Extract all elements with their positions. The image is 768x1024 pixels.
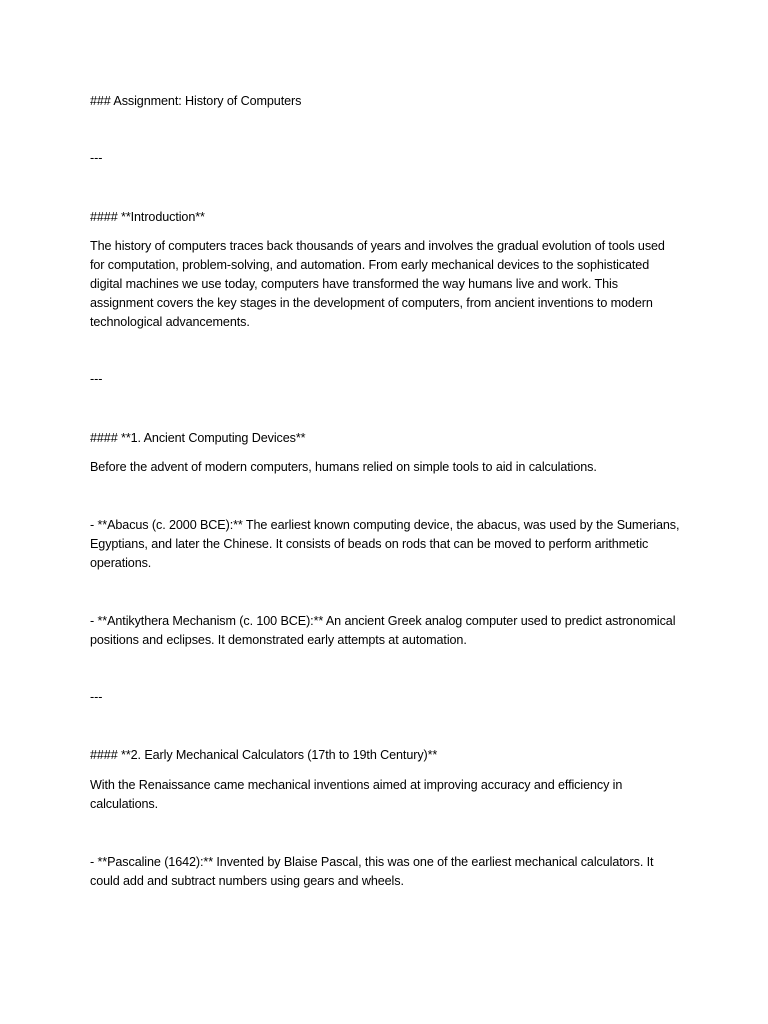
section-heading-mechanical-calculators: #### **2. Early Mechanical Calculators (17th to 19th Century)** — [90, 748, 438, 762]
list-item-abacus: - **Abacus (c. 2000 BCE):** The earliest known computing device, the abacus, was used by the Sumerians, Egyptians, and later the Chinese. It consists of beads on rods that can be moved to perform arithmetic operations. — [90, 518, 680, 570]
ancient-devices-intro: Before the advent of modern computers, humans relied on simple tools to aid in calculations. — [90, 460, 597, 474]
section-heading-ancient-devices: #### **1. Ancient Computing Devices** — [90, 431, 306, 445]
separator: --- — [90, 372, 103, 386]
list-item-antikythera: - **Antikythera Mechanism (c. 100 BCE):** An ancient Greek analog computer used to predict astronomical positions and eclipses. It demonstrated early attempts at automation. — [90, 614, 676, 647]
separator: --- — [90, 690, 103, 704]
section-heading-introduction: #### **Introduction** — [90, 210, 205, 224]
introduction-paragraph: The history of computers traces back thousands of years and involves the gradual evolution of tools used for computation, problem-solving, and automation. From early mechanical devices to the sophisticated digital machines we use today, computers have transformed the way humans live and work. This assignment covers the key stages in the development of computers, from ancient inventions to modern technological advancements. — [90, 239, 665, 329]
list-item-pascaline: - **Pascaline (1642):** Invented by Blaise Pascal, this was one of the earliest mechanical calculators. It could add and subtract numbers using gears and wheels. — [90, 855, 654, 888]
separator: --- — [90, 151, 103, 165]
document-title: ### Assignment: History of Computers — [90, 94, 302, 108]
mechanical-calculators-intro: With the Renaissance came mechanical inventions aimed at improving accuracy and efficiency in calculations. — [90, 778, 623, 811]
